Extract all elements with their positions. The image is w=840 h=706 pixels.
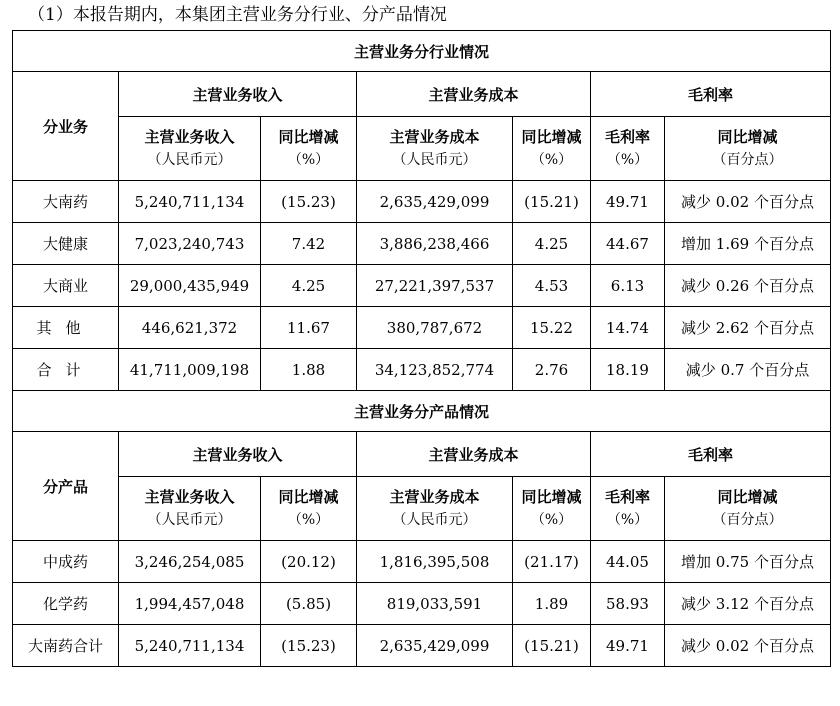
rmb-unit: （人民币元）: [147, 512, 232, 528]
cost-yoy-header: [513, 117, 591, 181]
cost-amount-label: 主营业务成本: [389, 128, 480, 146]
yoy-label: 同比增减: [521, 488, 582, 506]
margin-change-cell: 增加 0.75 个百分点: [665, 541, 831, 583]
revenue-cell: 41,711,009,198: [119, 349, 261, 391]
cost-group-header: 主营业务成本: [357, 432, 591, 477]
industry-sub-header-row: [13, 117, 831, 181]
table-row: [13, 541, 831, 583]
revenue-cell: 7,023,240,743: [119, 223, 261, 265]
industry-section-title-row: [13, 31, 831, 72]
revenue-group-header: 主营业务收入: [119, 432, 357, 477]
margin-cell: 14.74: [591, 307, 665, 349]
pct-unit: （%）: [287, 512, 330, 528]
table-row: [13, 265, 831, 307]
margin-cell: 49.71: [591, 625, 665, 667]
cost-yoy-cell: 15.22: [513, 307, 591, 349]
table-row: [13, 583, 831, 625]
margin-change-label: 同比增减: [717, 128, 778, 146]
revenue-yoy-cell: (5.85): [261, 583, 357, 625]
margin-rate-label: 毛利率: [604, 488, 650, 506]
revenue-cell: 1,994,457,048: [119, 583, 261, 625]
margin-rate-header: [591, 477, 665, 541]
margin-change-header: [665, 477, 831, 541]
cost-group-header: 主营业务成本: [357, 72, 591, 117]
cost-amount-label: 主营业务成本: [389, 488, 480, 506]
cost-cell: 819,033,591: [357, 583, 513, 625]
rmb-unit: （人民币元）: [392, 152, 477, 168]
cost-yoy-cell: 2.76: [513, 349, 591, 391]
margin-cell: 58.93: [591, 583, 665, 625]
pct-unit: （%）: [606, 152, 649, 168]
margin-rate-label: 毛利率: [604, 128, 650, 146]
revenue-cell: 3,246,254,085: [119, 541, 261, 583]
revenue-amount-header: [119, 117, 261, 181]
row-label: 中成药: [13, 541, 119, 583]
cost-cell: 27,221,397,537: [357, 265, 513, 307]
row-label: 大南药合计: [13, 625, 119, 667]
table-row: [13, 181, 831, 223]
product-row-header: 分产品: [13, 432, 119, 541]
margin-cell: 18.19: [591, 349, 665, 391]
table-row: [13, 223, 831, 265]
revenue-yoy-header: [261, 117, 357, 181]
margin-change-cell: 减少 3.12 个百分点: [665, 583, 831, 625]
row-label: 大商业: [13, 265, 119, 307]
cost-yoy-header: [513, 477, 591, 541]
industry-group-header-row: [13, 72, 831, 117]
cost-yoy-cell: (15.21): [513, 181, 591, 223]
cost-yoy-cell: (21.17): [513, 541, 591, 583]
revenue-amount-label: 主营业务收入: [144, 128, 235, 146]
revenue-cell: 5,240,711,134: [119, 625, 261, 667]
table-row-total: [13, 625, 831, 667]
rmb-unit: （人民币元）: [147, 152, 232, 168]
revenue-group-header: 主营业务收入: [119, 72, 357, 117]
revenue-yoy-cell: 7.42: [261, 223, 357, 265]
pp-unit: （百分点）: [712, 152, 783, 168]
product-section-title: 主营业务分产品情况: [13, 391, 831, 432]
margin-change-label: 同比增减: [717, 488, 778, 506]
table-row: [13, 307, 831, 349]
product-group-header-row: [13, 432, 831, 477]
revenue-yoy-cell: 11.67: [261, 307, 357, 349]
pp-unit: （百分点）: [712, 512, 783, 528]
pct-unit: （%）: [606, 512, 649, 528]
business-segment-table: [12, 30, 831, 667]
row-label: 合计: [13, 349, 119, 391]
row-label: 大南药: [13, 181, 119, 223]
cost-cell: 2,635,429,099: [357, 181, 513, 223]
table-caption: （1）本报告期内，本集团主营业务分行业、分产品情况: [28, 5, 447, 25]
cost-yoy-cell: 4.53: [513, 265, 591, 307]
margin-change-cell: 减少 0.26 个百分点: [665, 265, 831, 307]
revenue-cell: 5,240,711,134: [119, 181, 261, 223]
cost-yoy-cell: (15.21): [513, 625, 591, 667]
cost-cell: 2,635,429,099: [357, 625, 513, 667]
margin-change-cell: 减少 0.02 个百分点: [665, 625, 831, 667]
revenue-cell: 446,621,372: [119, 307, 261, 349]
revenue-yoy-cell: (15.23): [261, 181, 357, 223]
revenue-yoy-header: [261, 477, 357, 541]
yoy-label: 同比增减: [278, 488, 339, 506]
margin-change-cell: 增加 1.69 个百分点: [665, 223, 831, 265]
margin-cell: 6.13: [591, 265, 665, 307]
margin-change-cell: 减少 0.7 个百分点: [665, 349, 831, 391]
margin-change-cell: 减少 2.62 个百分点: [665, 307, 831, 349]
row-label: 大健康: [13, 223, 119, 265]
yoy-label: 同比增减: [278, 128, 339, 146]
margin-group-header: 毛利率: [591, 72, 831, 117]
margin-change-header: [665, 117, 831, 181]
cost-cell: 380,787,672: [357, 307, 513, 349]
pct-unit: （%）: [530, 512, 573, 528]
pct-unit: （%）: [287, 152, 330, 168]
cost-cell: 1,816,395,508: [357, 541, 513, 583]
revenue-amount-label: 主营业务收入: [144, 488, 235, 506]
revenue-yoy-cell: (15.23): [261, 625, 357, 667]
row-label: 其他: [13, 307, 119, 349]
margin-cell: 44.05: [591, 541, 665, 583]
product-section-title-row: [13, 391, 831, 432]
cost-yoy-cell: 4.25: [513, 223, 591, 265]
row-label: 化学药: [13, 583, 119, 625]
cost-cell: 34,123,852,774: [357, 349, 513, 391]
cost-amount-header: [357, 117, 513, 181]
industry-row-header: 分业务: [13, 72, 119, 181]
revenue-yoy-cell: 1.88: [261, 349, 357, 391]
margin-cell: 44.67: [591, 223, 665, 265]
cost-yoy-cell: 1.89: [513, 583, 591, 625]
margin-cell: 49.71: [591, 181, 665, 223]
revenue-amount-header: [119, 477, 261, 541]
revenue-cell: 29,000,435,949: [119, 265, 261, 307]
table-row-total: [13, 349, 831, 391]
cost-amount-header: [357, 477, 513, 541]
margin-change-cell: 减少 0.02 个百分点: [665, 181, 831, 223]
yoy-label: 同比增减: [521, 128, 582, 146]
margin-rate-header: [591, 117, 665, 181]
revenue-yoy-cell: 4.25: [261, 265, 357, 307]
pct-unit: （%）: [530, 152, 573, 168]
rmb-unit: （人民币元）: [392, 512, 477, 528]
cost-cell: 3,886,238,466: [357, 223, 513, 265]
product-sub-header-row: [13, 477, 831, 541]
revenue-yoy-cell: (20.12): [261, 541, 357, 583]
margin-group-header: 毛利率: [591, 432, 831, 477]
industry-section-title: 主营业务分行业情况: [13, 31, 831, 72]
